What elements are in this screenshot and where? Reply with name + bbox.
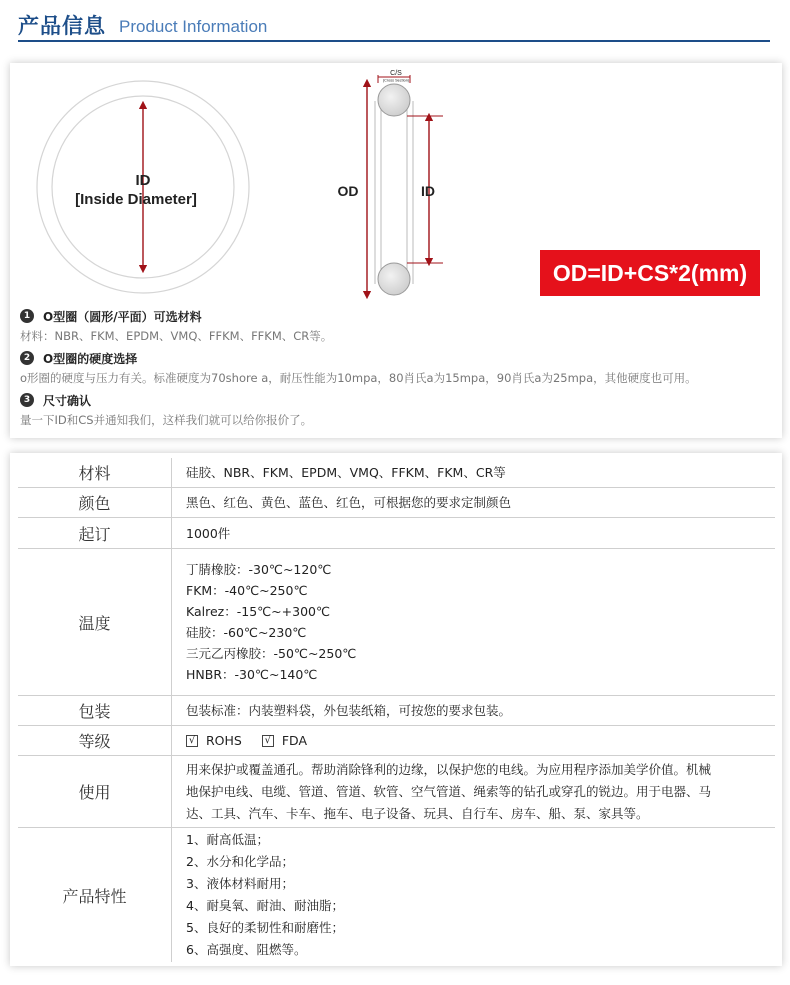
checkbox-checked-icon: √ — [186, 735, 198, 747]
notes-list — [20, 306, 780, 432]
note-title-text: O型圈的硬度选择 — [43, 351, 138, 366]
feature-line: 2、水分和化学品； — [186, 854, 294, 869]
row-label: 温度 — [18, 549, 172, 695]
color-value: 黑色、红色、黄色、蓝色、红色，可根据您的要求定制颜色 — [186, 495, 512, 510]
table-row-color — [18, 488, 775, 518]
id-label: ID — [135, 172, 151, 189]
table-row-grade — [18, 726, 775, 756]
temp-line: 丁腈橡胶：-30℃~120℃ — [186, 562, 332, 577]
note-title — [20, 390, 780, 410]
note-title — [20, 306, 780, 326]
note-body: 量一下ID和CS并通知我们，这样我们就可以给你报价了。 — [20, 413, 313, 427]
table-row-material — [18, 458, 775, 488]
od-formula-badge: OD=ID+CS*2(mm) — [540, 250, 760, 296]
feature-line: 3、液体材料耐用； — [186, 876, 294, 891]
usage-line: 用来保护或覆盖通孔。帮助消除锋利的边缘，以保护您的电线。为应用程序添加美学价值。机械 — [186, 761, 712, 777]
row-label: 等级 — [18, 726, 172, 755]
grade-fda: FDA — [281, 733, 308, 748]
feature-line: 1、耐高低温； — [186, 832, 269, 847]
note-body: o形圈的硬度与压力有关。标准硬度为70shore a，耐压性能为10mpa，80肖氏a为15mpa，90肖氏a为25mpa，其他硬度也可用。 — [20, 371, 697, 385]
feature-line: 6、高强度、阻燃等。 — [186, 942, 307, 957]
packing-value: 包装标准：内装塑料袋，外包装纸箱，可按您的要求包装。 — [186, 703, 512, 718]
usage-line: 达、工具、汽车、卡车、拖车、电子设备、玩具、自行车、房车、船、泵、家具等。 — [186, 805, 649, 821]
section-title-en: Product Information — [119, 17, 268, 36]
od-label: OD — [337, 183, 359, 199]
section-title-cn: 产品信息 — [18, 14, 106, 38]
temp-line: 三元乙丙橡胶：-50℃~250℃ — [186, 646, 357, 661]
row-label: 产品特性 — [18, 828, 172, 962]
cs-label: C/S — [390, 70, 402, 77]
table-row-usage — [18, 756, 775, 828]
spec-table-card — [10, 453, 782, 966]
row-value — [186, 726, 768, 755]
diagram-card — [10, 63, 782, 438]
id-sublabel: [Inside Diameter] — [75, 191, 197, 208]
note-number-badge: 3 — [20, 393, 34, 407]
feature-line: 5、良好的柔韧性和耐磨性； — [186, 920, 344, 935]
temp-line: FKM：-40℃~250℃ — [186, 583, 308, 598]
row-value — [186, 756, 768, 827]
row-label: 包装 — [18, 696, 172, 725]
note-title-text: O型圈（圆形/平面）可选材料 — [43, 309, 202, 324]
note-number-badge: 2 — [20, 351, 34, 365]
temp-line: HNBR：-30℃~140℃ — [186, 667, 318, 682]
id-right-label: ID — [421, 183, 435, 199]
note-title — [20, 348, 780, 368]
row-label: 材料 — [18, 458, 172, 487]
temp-line: 硅胶：-60℃~230℃ — [186, 625, 307, 640]
material-value: 硅胶、NBR、FKM、EPDM、VMQ、FFKM、FKM、CR等 — [186, 465, 506, 480]
row-label: 颜色 — [18, 488, 172, 517]
note-body: 材料：NBR、FKM、EPDM、VMQ、FFKM、FFKM、CR等。 — [20, 329, 333, 343]
table-row-features — [18, 828, 775, 962]
usage-line: 地保护电线、电缆、管道、管道、软管、空气管道、绳索等的钻孔或穿孔的锐边。用于电器、马 — [186, 783, 712, 799]
row-label: 使用 — [18, 756, 172, 827]
section-header — [0, 0, 790, 48]
row-value — [186, 458, 768, 487]
cs-sublabel: (Cross Section) — [382, 78, 410, 83]
row-value — [186, 518, 768, 548]
temp-line: Kalrez：-15℃~+300℃ — [186, 604, 331, 619]
row-value — [186, 488, 768, 517]
grade-rohs: ROHS — [206, 733, 242, 748]
table-row-temperature — [18, 549, 775, 696]
note-title-text: 尺寸确认 — [43, 393, 92, 408]
header-underline — [18, 40, 770, 42]
table-row-packing — [18, 696, 775, 726]
row-label: 起订 — [18, 518, 172, 548]
row-value — [186, 696, 768, 725]
feature-line: 4、耐臭氧、耐油、耐油脂； — [186, 898, 344, 913]
row-value — [186, 549, 768, 695]
row-value — [186, 828, 768, 962]
checkbox-checked-icon: √ — [262, 735, 274, 747]
grade-items — [186, 730, 768, 751]
table-row-moq — [18, 518, 775, 549]
moq-value: 1000件 — [186, 525, 231, 541]
note-number-badge: 1 — [20, 309, 34, 323]
